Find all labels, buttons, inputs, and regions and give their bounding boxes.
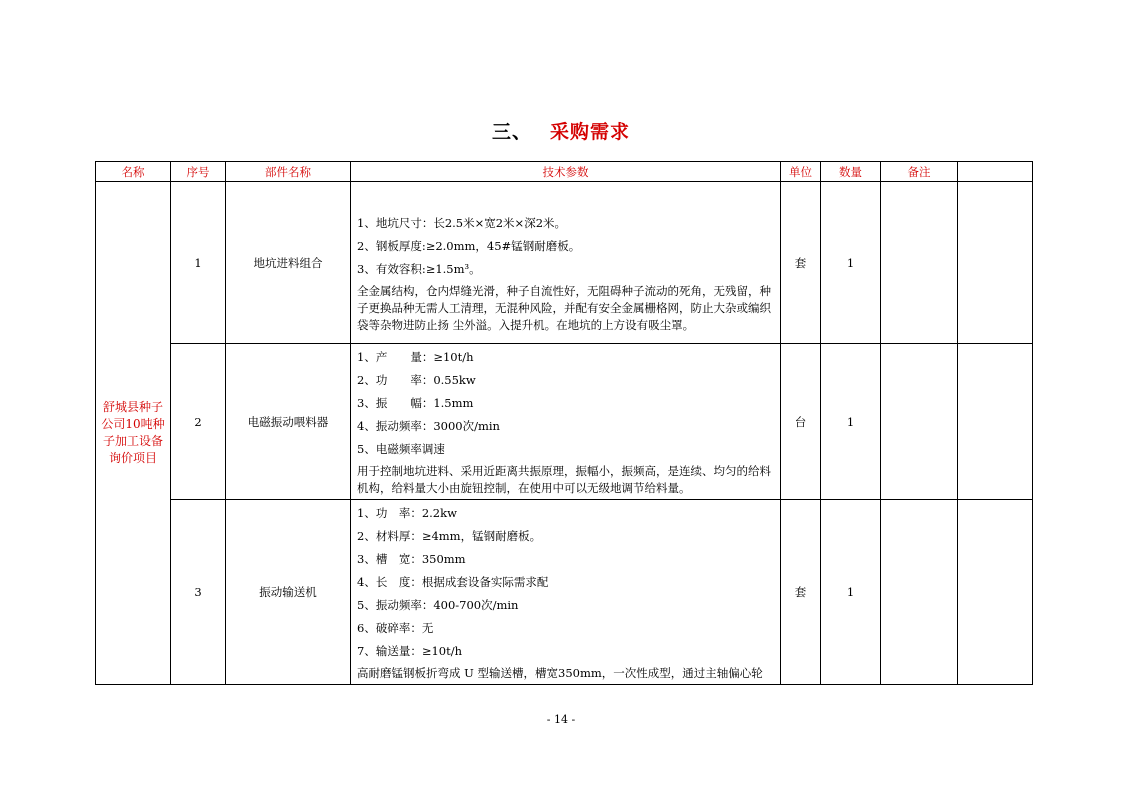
param-line: 3、有效容积:≥1.5m³。 <box>357 261 481 276</box>
section-heading: 采购需求 <box>550 121 631 143</box>
header-params: 技术参数 <box>351 162 781 182</box>
seq-cell: 1 <box>171 182 226 344</box>
header-qty: 数量 <box>821 162 881 182</box>
param-description: 高耐磨锰钢板折弯成 U 型输送槽，槽宽350mm，一次性成型，通过主轴偏心轮 <box>357 666 763 680</box>
param-line: 4、长 度：根据成套设备实际需求配 <box>357 575 549 589</box>
part-name-cell: 振动输送机 <box>226 500 351 685</box>
note-cell <box>881 182 958 344</box>
qty-cell: 1 <box>821 182 881 344</box>
param-description: 全金属结构，仓内焊缝光滑，种子自流性好，无阻碍种子流动的死角，无残留，种子更换品种无需人工清理，无混种风险，并配有安全金属栅格网，防止大杂或编织袋等杂物进防止扬 尘外溢。入提升机。在地坑的上方设有吸尘罩。 <box>357 283 771 332</box>
header-part: 部件名称 <box>226 162 351 182</box>
param-line: 1、功 率：2.2kw <box>357 506 457 520</box>
unit-cell: 台 <box>781 344 821 500</box>
param-line: 5、振动频率：400-700次/min <box>357 598 519 612</box>
seq-cell: 2 <box>171 344 226 500</box>
part-name-cell: 电磁振动喂料器 <box>226 344 351 500</box>
header-name: 名称 <box>96 162 171 182</box>
table-row <box>96 344 1033 500</box>
params-cell <box>351 500 781 685</box>
table-header-row <box>96 162 1033 182</box>
part-name-cell: 地坑进料组合 <box>226 182 351 344</box>
extra-cell <box>958 182 1033 344</box>
header-note: 备注 <box>881 162 958 182</box>
note-cell <box>881 344 958 500</box>
param-line: 1、地坑尺寸：长2.5米×宽2米×深2米。 <box>357 215 567 230</box>
table-row <box>96 182 1033 344</box>
section-number: 三、 <box>491 121 532 143</box>
param-description: 用于控制地坑进料、采用近距离共振原理，振幅小，振频高，是连续、均匀的给料机构，给料量大小由旋钮控制，在使用中可以无级地调节给料量。 <box>357 464 771 495</box>
seq-cell: 3 <box>171 500 226 685</box>
header-extra <box>958 162 1033 182</box>
param-line: 5、电磁频率调速 <box>357 442 445 456</box>
param-line: 2、钢板厚度:≥2.0mm，45#锰钢耐磨板。 <box>357 238 581 253</box>
extra-cell <box>958 344 1033 500</box>
param-line: 2、材料厚：≥4mm，锰钢耐磨板。 <box>357 529 542 543</box>
note-cell <box>881 500 958 685</box>
params-cell <box>351 182 781 344</box>
param-line: 1、产 量：≥10t/h <box>357 350 474 364</box>
header-unit: 单位 <box>781 162 821 182</box>
qty-cell: 1 <box>821 500 881 685</box>
qty-cell: 1 <box>821 344 881 500</box>
unit-cell: 套 <box>781 182 821 344</box>
extra-cell <box>958 500 1033 685</box>
param-line: 4、振动频率：3000次/min <box>357 419 500 433</box>
param-line: 3、振 幅：1.5mm <box>357 396 474 410</box>
requirements-table <box>95 161 1033 685</box>
unit-cell: 套 <box>781 500 821 685</box>
table-row <box>96 500 1033 685</box>
project-name-cell: 舒城县种子公司10吨种子加工设备询价项目 <box>96 182 171 685</box>
param-line: 6、破碎率：无 <box>357 621 434 635</box>
page-number: - 14 - <box>546 713 576 726</box>
params-cell <box>351 344 781 500</box>
param-line: 3、槽 宽：350mm <box>357 552 466 566</box>
param-line: 7、输送量：≥10t/h <box>357 644 462 658</box>
param-line: 2、功 率：0.55kw <box>357 373 476 387</box>
page-title <box>0 117 1122 144</box>
header-seq: 序号 <box>171 162 226 182</box>
